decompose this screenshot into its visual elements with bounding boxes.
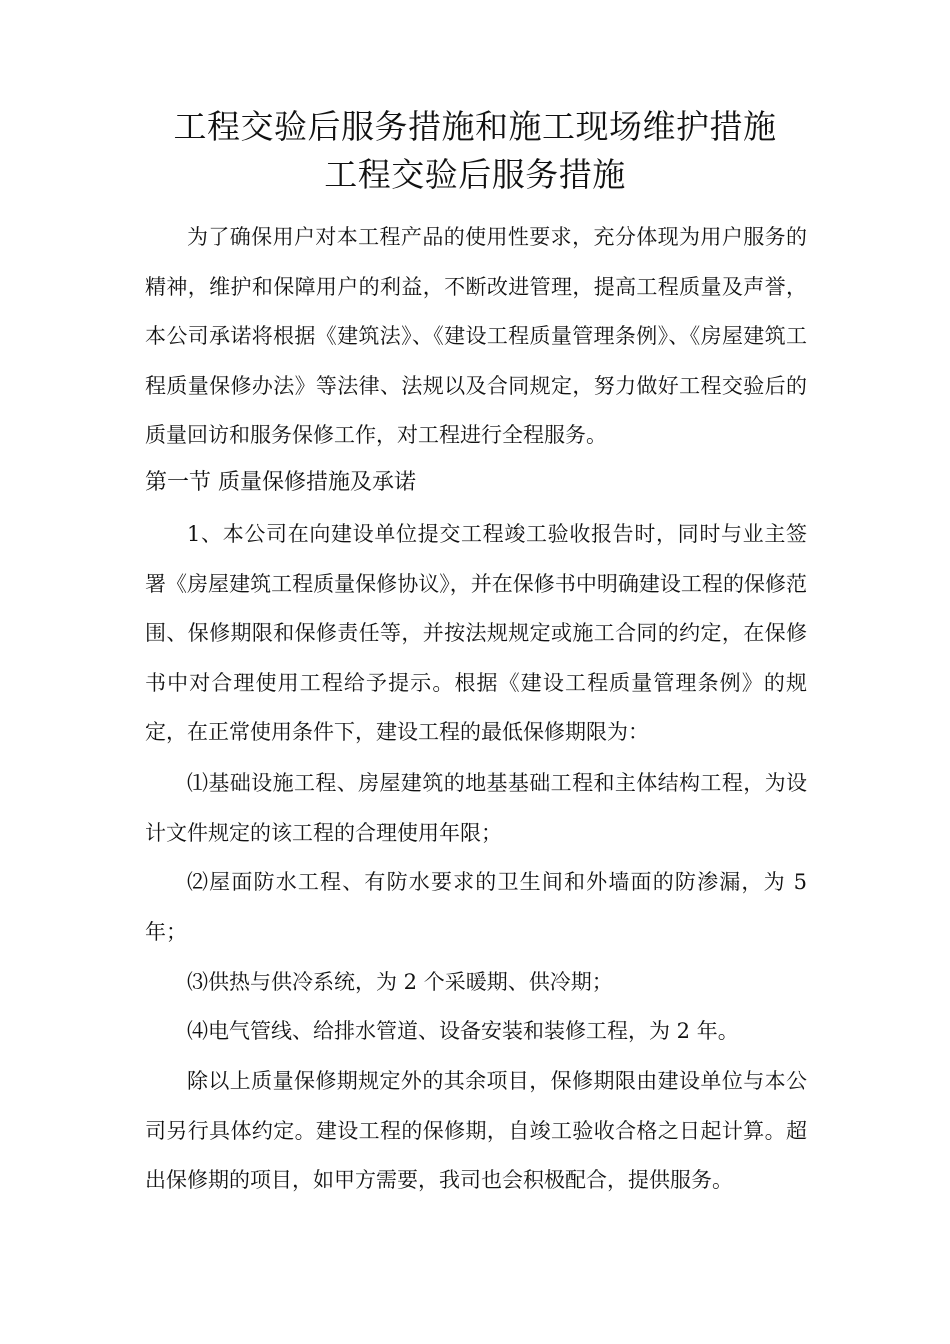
warranty-item-4: ⑷电气管线、给排水管道、设备安装和装修工程，为 2 年。 <box>187 1019 739 1043</box>
document-title: 工程交验后服务措施和施工现场维护措施 <box>173 107 777 146</box>
section-heading: 第一节 质量保修措施及承诺 <box>145 470 416 495</box>
intro-paragraph: 为了确保用户对本工程产品的使用性要求，充分体现为用户服务的精神，维护和保障用户的利益，不断改进管理，提高工程质量及声誉，本公司承诺将根据《建筑法》、《建设工程质量管理条例》、《房屋建筑工程质量保修办法》等法律、法规以及合同规定，努力做好工程交验后的质量回访和服务保修工作，对工程进行全程服务。 <box>145 225 807 447</box>
warranty-item-2: ⑵屋面防水工程、有防水要求的卫生间和外墙面的防渗漏，为 5 年； <box>145 870 807 944</box>
closing-paragraph: 除以上质量保修期规定外的其余项目，保修期限由建设单位与本公司另行具体约定。建设工程的保修期，自竣工验收合格之日起计算。超出保修期的项目，如甲方需要，我司也会积极配合，提供服务。 <box>145 1069 807 1192</box>
warranty-item-3: ⑶供热与供冷系统，为 2 个采暖期、供冷期； <box>187 970 613 994</box>
warranty-paragraph: 1、本公司在向建设单位提交工程竣工验收报告时，同时与业主签署《房屋建筑工程质量保修协议》，并在保修书中明确建设工程的保修范围、保修期限和保修责任等，并按法规规定或施工合同的约定，在保修书中对合理使用工程给予提示。根据《建设工程质量管理条例》的规定，在正常使用条件下，建设工程的最低保修期限为： <box>145 522 807 744</box>
document-subtitle: 工程交验后服务措施 <box>324 155 626 194</box>
warranty-item-1: ⑴基础设施工程、房屋建筑的地基基础工程和主体结构工程，为设计文件规定的该工程的合理使用年限； <box>145 771 807 845</box>
